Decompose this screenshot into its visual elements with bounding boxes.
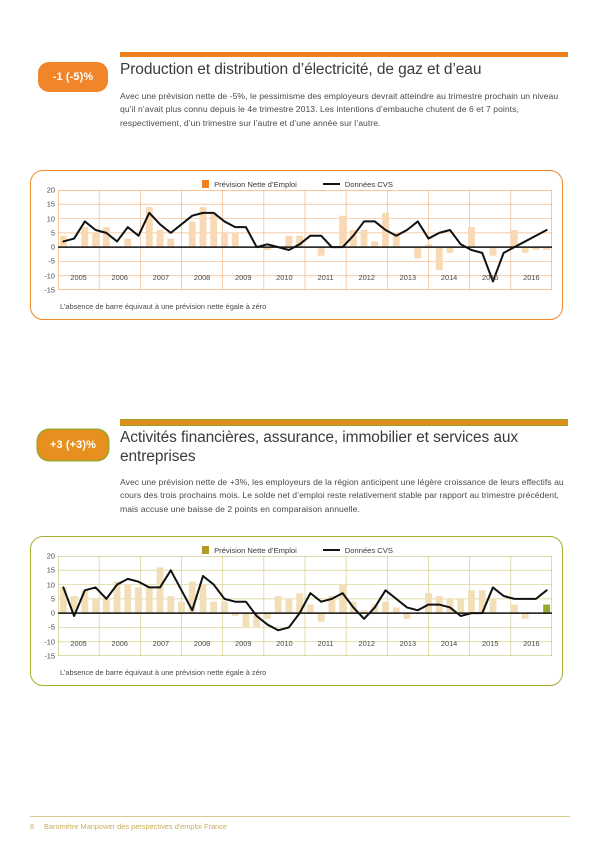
y-tick-label: 5 xyxy=(50,594,55,604)
y-tick-label: -15 xyxy=(44,651,55,661)
chart-bar xyxy=(221,233,228,247)
section-badge: +3 (+3)% xyxy=(38,430,108,460)
section-badge: -1 (-5)% xyxy=(38,62,108,92)
chart-bar xyxy=(318,613,325,622)
chart-bar xyxy=(404,613,411,619)
chart-bar xyxy=(146,587,153,613)
x-tick-label: 2016 xyxy=(523,273,540,282)
y-axis-labels xyxy=(35,551,55,661)
chart-bar xyxy=(511,230,518,247)
chart-note: L’absence de barre équivaut à une prévision nette égale à zéro xyxy=(60,668,267,677)
chart-bar xyxy=(318,247,325,256)
y-tick-label: -10 xyxy=(44,637,55,647)
legend-bar-swatch-icon xyxy=(202,546,209,554)
chart-bar xyxy=(489,247,496,256)
legend-item-bars xyxy=(202,180,297,189)
y-tick-label: 0 xyxy=(50,608,55,618)
x-tick-label: 2015 xyxy=(482,639,499,648)
chart-bar xyxy=(339,216,346,247)
section-rule xyxy=(120,420,568,425)
chart-bar xyxy=(361,230,368,247)
footer xyxy=(30,822,227,831)
chart-bar xyxy=(124,239,131,248)
y-tick-label: -15 xyxy=(44,285,55,295)
chart-bar xyxy=(489,599,496,613)
chart-bar xyxy=(189,221,196,247)
x-tick-label: 2014 xyxy=(440,273,458,282)
chart-bar xyxy=(157,230,164,247)
chart-bar xyxy=(436,247,443,270)
x-tick-label: 2011 xyxy=(317,639,334,648)
x-axis-labels xyxy=(58,639,550,651)
chart-bar xyxy=(285,599,292,613)
chart-bar xyxy=(468,590,475,613)
x-tick-label: 2011 xyxy=(317,273,334,282)
legend-item-bars xyxy=(202,546,297,555)
chart-bar xyxy=(307,605,314,614)
chart-bar xyxy=(522,247,529,253)
chart-bar xyxy=(92,233,99,247)
chart-bar xyxy=(103,227,110,247)
chart-bar xyxy=(135,587,142,613)
legend-item-line xyxy=(323,180,393,189)
y-tick-label: 10 xyxy=(46,580,55,590)
chart-bar xyxy=(221,602,228,613)
x-tick-label: 2009 xyxy=(235,273,252,282)
chart-bar xyxy=(200,585,207,614)
chart-panel-activites-financieres xyxy=(30,536,563,686)
x-tick-label: 2008 xyxy=(193,273,211,282)
x-tick-label: 2010 xyxy=(276,273,293,282)
chart-bar xyxy=(124,585,131,614)
x-tick-label: 2013 xyxy=(399,639,417,648)
footer-divider xyxy=(30,816,570,817)
chart-bar xyxy=(393,607,400,613)
chart-bar xyxy=(92,599,99,613)
y-tick-label: -5 xyxy=(48,622,55,632)
chart-bar xyxy=(103,599,110,613)
chart-bar xyxy=(414,247,421,258)
x-tick-label: 2012 xyxy=(358,639,375,648)
chart-legend xyxy=(31,178,564,190)
chart-bar xyxy=(275,596,282,613)
legend-line-label: Données CVS xyxy=(344,179,393,189)
footer-title: Baromètre Manpower des perspectives d'emploi France xyxy=(44,822,227,831)
chart-legend xyxy=(31,544,564,556)
footer-page-number: 8 xyxy=(30,822,35,831)
legend-line-swatch-icon xyxy=(323,183,340,186)
chart-bar xyxy=(167,596,174,613)
chart-bar xyxy=(210,602,217,613)
legend-line-swatch-icon xyxy=(323,549,340,552)
x-tick-label: 2010 xyxy=(276,639,293,648)
chart-bar xyxy=(264,613,271,619)
x-tick-label: 2016 xyxy=(523,639,540,648)
x-tick-label: 2015 xyxy=(482,273,499,282)
x-axis-labels xyxy=(58,273,550,285)
y-tick-label: -10 xyxy=(44,271,55,281)
x-tick-label: 2013 xyxy=(399,273,417,282)
chart-bar xyxy=(210,213,217,247)
section-paragraph: Avec une prévision nette de +3%, les employeurs de la région anticipent une légère croissance de leurs effectifs au cours des trois prochains mois. Le solde net d’emploi reste relativement stable par rapport au trimestre précédent, mais accuse une baisse de 2 points en comparaison annuelle. xyxy=(120,477,564,514)
x-tick-label: 2006 xyxy=(111,639,128,648)
y-tick-label: 5 xyxy=(50,228,55,238)
y-axis-labels xyxy=(35,185,55,295)
y-tick-label: 0 xyxy=(50,242,55,252)
chart-bar xyxy=(382,602,389,613)
chart-bar xyxy=(81,227,88,247)
x-tick-label: 2005 xyxy=(70,273,87,282)
x-tick-label: 2005 xyxy=(70,639,87,648)
x-tick-label: 2007 xyxy=(152,273,170,282)
chart-bar xyxy=(285,236,292,247)
legend-bar-swatch-icon xyxy=(202,180,209,188)
chart-note: L’absence de barre équivaut à une prévision nette égale à zéro xyxy=(60,302,267,311)
section-paragraph: Avec une prévision nette de -5%, le pessimisme des employeurs devrait atteindre au trimestre prochain un niveau qu’il n’avait plus connu depuis le 4e trimestre 2013. Les intentions d’embauche chutent de 6 et 7 points, respectivement, d’un trimestre sur l’autre et d’une année sur l’autre. xyxy=(120,91,559,128)
chart-bar xyxy=(511,605,518,614)
legend-item-line xyxy=(323,546,393,555)
chart-bar xyxy=(447,247,454,253)
chart-bar xyxy=(468,227,475,247)
chart-bar xyxy=(425,593,432,613)
chart-bar xyxy=(167,239,174,248)
chart-bar xyxy=(178,602,185,613)
legend-bar-label: Prévision Nette d’Emploi xyxy=(214,179,297,189)
chart-panel-electricite xyxy=(30,170,563,320)
chart-bar xyxy=(242,613,249,627)
section-heading: Activités financières, assurance, immobilier et services aux entreprises xyxy=(120,429,519,465)
y-tick-label: 15 xyxy=(46,199,55,209)
chart-bar xyxy=(543,605,550,614)
section-rule xyxy=(120,52,568,57)
legend-line-label: Données CVS xyxy=(344,545,393,555)
chart-bar xyxy=(522,613,529,619)
x-tick-label: 2006 xyxy=(111,273,128,282)
chart-bar xyxy=(371,241,378,247)
chart-bar xyxy=(457,599,464,613)
y-tick-label: 20 xyxy=(46,185,55,195)
y-tick-label: 10 xyxy=(46,214,55,224)
x-tick-label: 2008 xyxy=(193,639,211,648)
y-tick-label: 15 xyxy=(46,565,55,575)
chart-bar xyxy=(232,233,239,247)
x-tick-label: 2014 xyxy=(440,639,458,648)
chart-bar xyxy=(157,567,164,613)
x-tick-label: 2012 xyxy=(358,273,375,282)
x-tick-label: 2007 xyxy=(152,639,170,648)
chart-bar xyxy=(339,585,346,614)
section-heading: Production et distribution d’électricité, de gaz et d’eau xyxy=(120,61,482,78)
legend-bar-label: Prévision Nette d’Emploi xyxy=(214,545,297,555)
y-tick-label: -5 xyxy=(48,256,55,266)
y-tick-label: 20 xyxy=(46,551,55,561)
x-tick-label: 2009 xyxy=(235,639,252,648)
